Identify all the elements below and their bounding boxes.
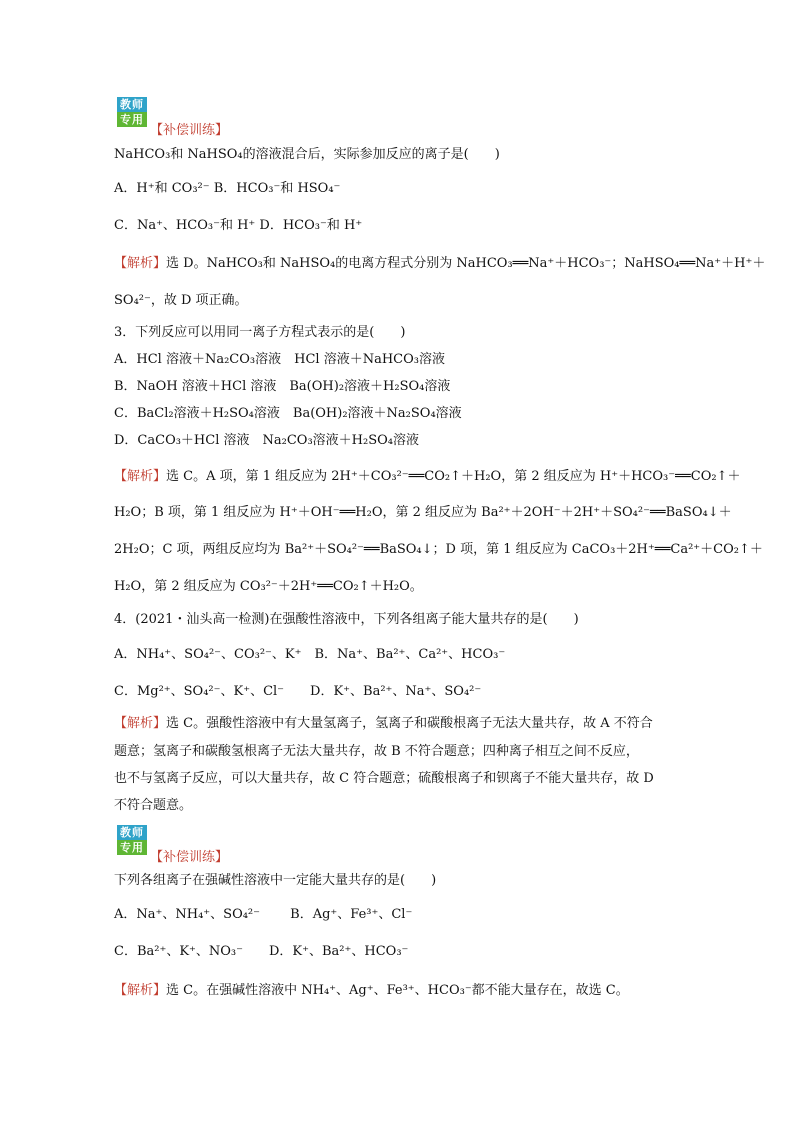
buchang-label: 【补偿训练】 bbox=[150, 123, 229, 138]
teacher-badge bbox=[117, 97, 147, 127]
jiexi-label: 【解析】 bbox=[114, 983, 167, 998]
b1-options-cd: C．Na⁺、HCO₃⁻和 H⁺ D．HCO₃⁻和 H⁺ bbox=[114, 218, 363, 233]
q4-answer-3: 也不与氢离子反应，可以大量共存，故 C 符合题意；硫酸根离子和钡离子不能大量共存，故 D bbox=[114, 771, 654, 786]
q3-answer-2: H₂O；B 项，第 1 组反应为 H⁺＋OH⁻══H₂O，第 2 组反应为 Ba²⁺＋2OH⁻＋2H⁺＋SO₄²⁻══BaSO₄↓＋ bbox=[114, 505, 732, 520]
q3-answer-4: H₂O，第 2 组反应为 CO₃²⁻＋2H⁺══CO₂↑＋H₂O。 bbox=[114, 579, 423, 594]
jiexi-label: 【解析】 bbox=[114, 716, 167, 731]
q4-options-cd: C．Mg²⁺、SO₄²⁻、K⁺、Cl⁻ D．K⁺、Ba²⁺、Na⁺、SO₄²⁻ bbox=[114, 684, 482, 699]
teacher-badge bbox=[117, 825, 147, 855]
b2-options-ab: A．Na⁺、NH₄⁺、SO₄²⁻ B．Ag⁺、Fe³⁺、Cl⁻ bbox=[114, 907, 413, 922]
badge-bottom-text: 专用 bbox=[117, 840, 147, 855]
q4-answer-2: 题意；氢离子和碳酸氢根离子无法大量共存，故 B 不符合题意；四种离子相互之间不反应， bbox=[114, 744, 639, 759]
badge-bottom-text: 专用 bbox=[117, 112, 147, 127]
q4-options-ab: A．NH₄⁺、SO₄²⁻、CO₃²⁻、K⁺ B．Na⁺、Ba²⁺、Ca²⁺、HCO₃⁻ bbox=[114, 647, 506, 662]
q3-option-c: C．BaCl₂溶液＋H₂SO₄溶液 Ba(OH)₂溶液＋Na₂SO₄溶液 bbox=[114, 406, 462, 421]
b2-question: 下列各组离子在强碱性溶液中一定能大量共存的是( ) bbox=[114, 873, 437, 888]
b1-options-ab: A．H⁺和 CO₃²⁻ B．HCO₃⁻和 HSO₄⁻ bbox=[114, 181, 341, 196]
q3-stem: 3．下列反应可以用同一离子方程式表示的是( ) bbox=[114, 325, 406, 340]
badge-top-text: 教师 bbox=[117, 825, 147, 840]
buchang-label: 【补偿训练】 bbox=[150, 850, 229, 865]
jiexi-label: 【解析】 bbox=[114, 469, 167, 484]
b1-answer-2: SO₄²⁻，故 D 项正确。 bbox=[114, 293, 248, 308]
b2-options-cd: C．Ba²⁺、K⁺、NO₃⁻ D．K⁺、Ba²⁺、HCO₃⁻ bbox=[114, 944, 409, 959]
q4-answer-1 bbox=[114, 716, 653, 732]
q4-answer-4: 不符合题意。 bbox=[114, 798, 193, 813]
q4-stem: 4．(2021・汕头高一检测)在强酸性溶液中，下列各组离子能大量共存的是( ) bbox=[114, 612, 579, 627]
q3-option-a: A．HCl 溶液＋Na₂CO₃溶液 HCl 溶液＋NaHCO₃溶液 bbox=[114, 352, 445, 367]
b2-answer bbox=[114, 983, 629, 999]
b2-answer-text: 选 C。在强碱性溶液中 NH₄⁺、Ag⁺、Fe³⁺、HCO₃⁻都不能大量存在，故选 C。 bbox=[166, 983, 629, 998]
jiexi-label: 【解析】 bbox=[114, 256, 167, 271]
q4-answer-text: 选 C。强酸性溶液中有大量氢离子，氢离子和碳酸根离子无法大量共存，故 A 不符合 bbox=[166, 716, 653, 731]
badge-top-text: 教师 bbox=[117, 97, 147, 112]
q3-answer-1 bbox=[114, 469, 740, 485]
b1-question: NaHCO₃和 NaHSO₄的溶液混合后，实际参加反应的离子是( ) bbox=[114, 147, 500, 162]
q3-option-d: D．CaCO₃＋HCl 溶液 Na₂CO₃溶液＋H₂SO₄溶液 bbox=[114, 433, 419, 448]
q3-answer-3: 2H₂O；C 项，两组反应均为 Ba²⁺＋SO₄²⁻══BaSO₄↓；D 项，第 1 组反应为 CaCO₃＋2H⁺══Ca²⁺＋CO₂↑＋ bbox=[114, 542, 763, 557]
q3-option-b: B．NaOH 溶液＋HCl 溶液 Ba(OH)₂溶液＋H₂SO₄溶液 bbox=[114, 379, 451, 394]
q3-answer-text: 选 C。A 项，第 1 组反应为 2H⁺＋CO₃²⁻══CO₂↑＋H₂O，第 2 组反应为 H⁺＋HCO₃⁻══CO₂↑＋ bbox=[166, 469, 741, 484]
b1-answer-1 bbox=[114, 256, 765, 272]
b1-answer-text: 选 D。NaHCO₃和 NaHSO₄的电离方程式分别为 NaHCO₃══Na⁺＋HCO₃⁻；NaHSO₄══Na⁺＋H⁺＋ bbox=[166, 256, 766, 271]
